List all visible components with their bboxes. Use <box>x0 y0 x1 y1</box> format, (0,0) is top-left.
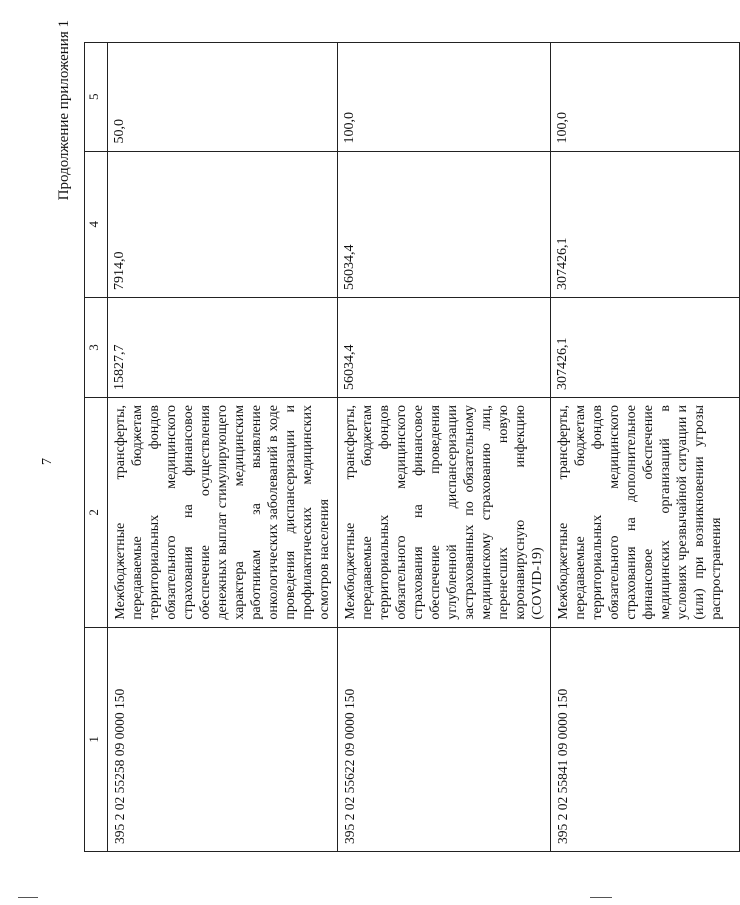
value-col-4: 307426,1 <box>551 151 740 297</box>
header-col-2: 2 <box>85 398 108 628</box>
header-col-3: 3 <box>85 297 108 397</box>
value-col-5: 100,0 <box>338 43 551 152</box>
value-col-5: 100,0 <box>551 43 740 152</box>
appendix-table <box>84 42 740 852</box>
page-number: 7 <box>40 458 55 465</box>
header-col-1: 1 <box>85 627 108 851</box>
row-description: Межбюджетные трансферты, передаваемые бюджетам территориальных фондов обязательного медицинского страхования на финансовое обеспечение осуществления денежных выплат стимулирующего характера медицинским работникам за выявление онкологических заболеваний в ходе проведения диспансеризации и профилактических медицинских осмотров населения <box>108 398 338 628</box>
scan-mark <box>18 897 38 898</box>
continuation-label: Продолжение приложения 1 <box>56 20 72 201</box>
value-col-3: 307426,1 <box>551 297 740 397</box>
value-col-3: 15827,7 <box>108 297 338 397</box>
budget-code: 395 2 02 55622 09 0000 150 <box>338 627 551 851</box>
table-row <box>108 43 338 852</box>
budget-code: 395 2 02 55841 09 0000 150 <box>551 627 740 851</box>
value-col-5: 50,0 <box>108 43 338 152</box>
header-row <box>85 43 108 852</box>
value-col-4: 7914,0 <box>108 151 338 297</box>
row-description: Межбюджетные трансферты, передаваемые бюджетам территориальных фондов обязательного медицинского страхования на дополнительное финансовое обеспечение медицинских организаций в условиях чрезвычайной ситуации и (или) при возникновении угрозы распространения <box>551 398 740 628</box>
value-col-3: 56034,4 <box>338 297 551 397</box>
header-col-4: 4 <box>85 151 108 297</box>
value-col-4: 56034,4 <box>338 151 551 297</box>
table-row <box>551 43 740 852</box>
table-row <box>338 43 551 852</box>
scan-mark <box>590 897 612 898</box>
budget-code: 395 2 02 55258 09 0000 150 <box>108 627 338 851</box>
row-description: Межбюджетные трансферты, передаваемые бюджетам территориальных фондов обязательного медицинского страхования на финансовое обеспечение проведения углубленной диспансеризации застрахованных по обязательному медицинскому страхованию лиц, перенесших новую коронавирусную инфекцию (COVID-19) <box>338 398 551 628</box>
header-col-5: 5 <box>85 43 108 152</box>
